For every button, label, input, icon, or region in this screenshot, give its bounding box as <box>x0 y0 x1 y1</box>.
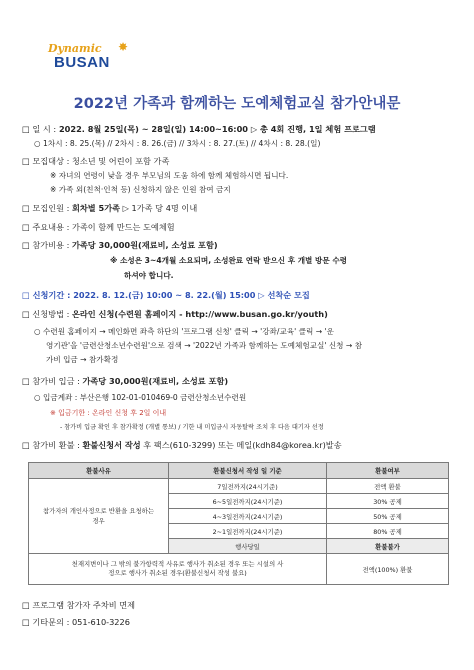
period-cell: 7일전까지(24시기준) <box>169 479 327 494</box>
header-result: 환불여부 <box>327 463 449 479</box>
result-cell: 80% 공제 <box>327 524 449 539</box>
logo-busan-text: BUSAN <box>54 54 110 71</box>
refund-label: □ 참가비 환불 : <box>22 440 83 450</box>
header-period: 환불신청서 작성 일 기준 <box>169 463 327 479</box>
target-note-1: ※ 자녀의 연령이 낮을 경우 부모님의 도움 하에 함께 체험하시면 됩니다. <box>50 171 289 180</box>
fee-note-2: 하셔야 합니다. <box>124 271 174 280</box>
reason-personal: 참가자의 개인사정으로 반환을 요청하는 경우 <box>29 479 169 554</box>
target-note-2: ※ 가족 외(친척·인척 등) 신청하지 않은 인원 참여 금지 <box>50 185 231 194</box>
table-row <box>29 554 449 585</box>
period-row <box>22 124 376 135</box>
page-title: 2022년 가족과 함께하는 도예체험교실 참가안내문 <box>73 96 401 112</box>
apply-method-row <box>22 309 328 320</box>
result-force: 전액(100%) 환불 <box>327 554 449 585</box>
recruit-bold: 회차별 5가족 <box>71 203 121 213</box>
sessions-line: ○ 1차시 : 8. 25.(목) // 2차시 : 8. 26.(금) // 3차시 : 8. 27.(토) // 4차시 : 8. 28.(일) <box>34 139 321 148</box>
target-row: □ 모집대상 : 청소년 및 어린이 포함 가족 <box>22 156 170 166</box>
period-cell: 행사당일 <box>169 539 327 554</box>
apply-step-1: ○ 수련원 홈페이지 → 메인화면 좌측 하단의 '프로그램 신청' 클릭 → '강좌/교육' 클릭 → '운 <box>34 327 334 336</box>
payment-row <box>22 376 228 387</box>
content-row: □ 주요내용 : 가족이 함께 만드는 도예체험 <box>22 222 175 232</box>
logo-dynamic-text: Dynamic <box>48 42 102 55</box>
apply-step-2: 영기관'을 '금련산청소년수련원'으로 검색 → '2022년 가족과 함께하는 도예체험교실' 신청 → 참 <box>46 341 363 350</box>
payment-bold: 가족당 30,000원(재료비, 소성료 포함) <box>82 376 229 386</box>
recruit-label: □ 모집인원 : <box>22 203 72 213</box>
period-text: 2022. 8월 25일(목) ~ 28일(일) 14:00~16:00 ▷ 총 4회 진행, 1일 체험 프로그램 <box>56 124 376 134</box>
payment-note: - 참가비 입금 확인 후 참가확정 (개별 통보) / 기한 내 미입금시 자동탈락 조치 후 다음 대기자 선정 <box>60 424 324 431</box>
refund-row <box>22 440 342 451</box>
refund-bold: 환불신청서 작성 <box>82 440 141 450</box>
header-reason: 환불사유 <box>29 463 169 479</box>
parking-row: □ 프로그램 참가자 주차비 면제 <box>22 600 136 610</box>
result-cell: 30% 공제 <box>327 494 449 509</box>
apply-method-label: □ 신청방법 : <box>22 309 72 319</box>
recruit-rest: ▷ 1가족 당 4명 이내 <box>120 203 198 213</box>
fee-note-1: ※ 소성은 3~4개월 소요되며, 소성완료 연락 받으신 후 개별 방문 수령 <box>110 256 348 265</box>
apply-step-3: 가비 입금 → 참가확정 <box>46 355 119 364</box>
period-cell: 2~1일전까지(24시기준) <box>169 524 327 539</box>
period-cell: 4~3일전까지(24시기준) <box>169 509 327 524</box>
apply-period-row: □ 신청기간 : 2022. 8. 12.(금) 10:00 ~ 8. 22.(월) 15:00 ▷ 선착순 모집 <box>22 290 310 300</box>
logo-spark-icon: ✸ <box>118 40 129 54</box>
refund-table <box>28 462 449 585</box>
recruit-row <box>22 203 197 214</box>
refund-rest: 후 팩스(610-3299) 또는 메일(kdh84@korea.kr)발송 <box>140 440 342 450</box>
table-row <box>29 479 449 494</box>
payment-label: □ 참가비 입금 : <box>22 376 83 386</box>
dynamic-busan-logo <box>44 40 129 78</box>
fee-label: □ 참가비용 : <box>22 240 72 250</box>
payment-deadline: ※ 입금기한 : 온라인 신청 후 2일 이내 <box>50 409 167 417</box>
result-cell: 50% 공제 <box>327 509 449 524</box>
result-cell: 환불불가 <box>327 539 449 554</box>
reason-force: 천재지변이나 그 밖의 불가항력적 사유로 행사가 취소된 경우 또는 시설의 사정으로 행사가 취소된 경우(환불신청서 작성 불요) <box>29 554 327 585</box>
result-cell: 전액 환불 <box>327 479 449 494</box>
period-cell: 6~5일전까지(24시기준) <box>169 494 327 509</box>
apply-method-bold: 온라인 신청(수련원 홈페이지 - http://www.busan.go.kr/youth) <box>71 309 328 319</box>
period-label: □ 일 시 : <box>22 124 57 134</box>
refund-table-header <box>29 463 449 479</box>
contact-row: □ 기타문의 : 051-610-3226 <box>22 617 130 627</box>
fee-bold: 가족당 30,000원(재료비, 소성료 포함) <box>71 240 218 250</box>
payment-account: ○ 입금계좌 : 부산은행 102-01-010469-0 금련산청소년수련원 <box>34 393 247 402</box>
fee-row <box>22 240 218 251</box>
